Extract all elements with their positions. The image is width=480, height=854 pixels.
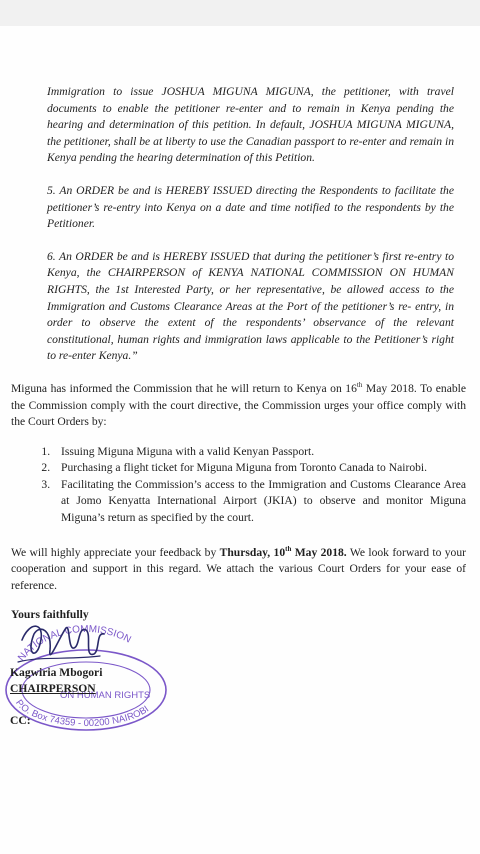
- top-bar: [0, 0, 480, 26]
- signer-title: CHAIRPERSON: [10, 682, 96, 695]
- list-item: 2. Purchasing a flight ticket for Miguna Miguna from Toronto Canada to Nairobi.: [53, 460, 466, 477]
- signature-block: [0, 610, 200, 750]
- signer-name: Kagwiria Mbogori: [10, 666, 103, 679]
- return-date-paragraph: Miguna has informed the Commission that he will return to Kenya on 16th May 2018. To enable the Commission comply with the court directive, the Commission urges your office comply with the Court Orders by:: [11, 381, 466, 429]
- request-list: [11, 444, 466, 527]
- cc-label: CC:: [10, 714, 31, 727]
- court-order-quote: [47, 84, 454, 365]
- list-item: 1. Issuing Miguna Miguna with a valid Kenyan Passport.: [53, 444, 466, 461]
- list-item: 3. Facilitating the Commission’s access to the Immigration and Customs Clearance Area at Jomo Kenyatta International Airport (JKIA) to observe and monitor Miguna Miguna’s return as specified by the court.: [53, 477, 466, 527]
- stamp-text-top: NATIONAL COMMISSION: [16, 623, 133, 664]
- closing-salutation: Yours faithfully: [11, 608, 89, 622]
- feedback-paragraph: We will highly appreciate your feedback by Thursday, 10th May 2018. We look forward to your cooperation and support in this regard. We attach the various Court Orders for your ease of reference.: [11, 544, 466, 592]
- stamp-text-bottom: P.O. Box 74359 - 00200 NAIROBI: [12, 697, 151, 730]
- quote-paragraph-1: Immigration to issue JOSHUA MIGUNA MIGUNA, the petitioner, with travel documents to enable the petitioner re-enter and to remain in Kenya pending the hearing and determination of this petition. In default, JOSHUA MIGUNA MIGUNA, the petitioner, shall be at liberty to use the Canadian passport to re-enter and remain in Kenya pending the hearing determination of this Petition.: [47, 85, 454, 165]
- quote-paragraph-2: 5. An ORDER be and is HEREBY ISSUED directing the Respondents to facilitate the petitioner’s re-entry into Kenya on a date and time notified to the respondents by the Petitioner.: [47, 183, 454, 231]
- quote-paragraph-3: 6. An ORDER be and is HEREBY ISSUED that during the petitioner’s first re-entry to Kenya, the CHAIRPERSON of KENYA NATIONAL COMMISSION ON HUMAN RIGHTS, the 1st Interested Party, or her representative, be allowed access to the Immigration and Customs Clearance Areas at the Port of the petitioner’s re- entry, in order to observe the extent of the respondents’ observance of the relevant constitutional, human rights and immigration laws applicable to the Petitioner’s right to re-enter Kenya.”: [47, 249, 454, 363]
- stamp-text-middle: ON HUMAN RIGHTS: [60, 690, 151, 701]
- letter-body: [11, 84, 466, 624]
